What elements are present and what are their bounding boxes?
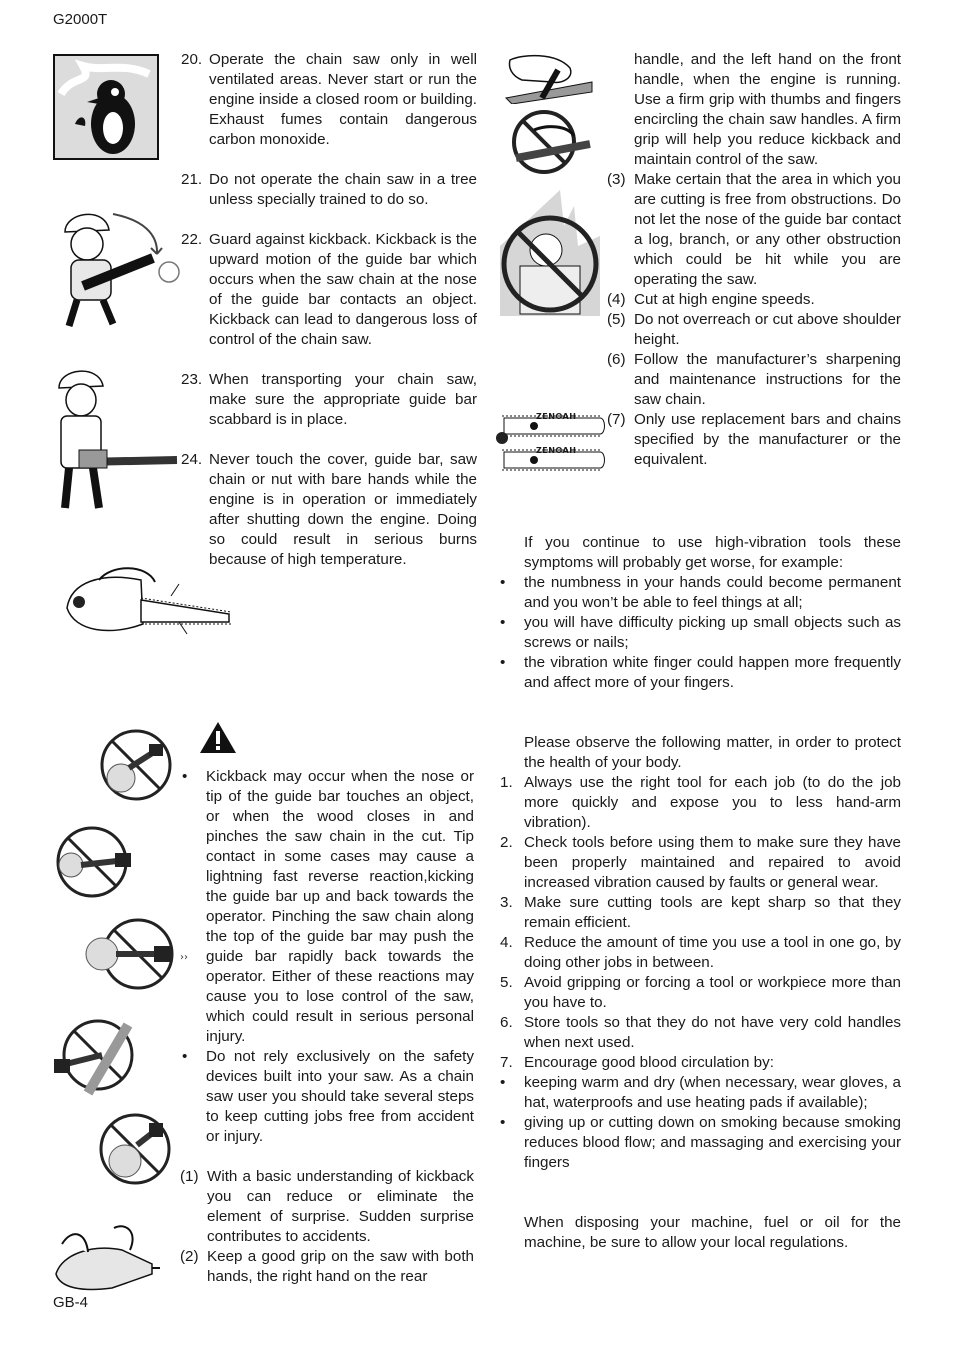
kickback-step-3: (3) Make certain that the area in which you are cutting is free from obstructions. Do not let the nose of the guide bar contact a log, branch, or any other obstruction which could be hit while you are operating the saw. [607, 171, 901, 288]
no-log-contact-icon [55, 825, 135, 899]
bar-brand-label-2: ZENOAH [536, 446, 577, 455]
left-top-column [181, 50, 477, 570]
kickback-bullet-1: • Kickback may occur when the nose or tip of the guide bar touches an object, or when the wood closes in and pinches the saw chain in the cut. Tip contact in some cases may cause a lightning fast reverse reaction,kicking the guide bar up and back towards the operator. Pinching the saw chain along the top of the guide bar may push the guide bar rapidly back towards the operator. Either of these reactions may cause you to lose control of the saw, which could result in serious personal injury. [182, 768, 474, 1045]
health-item-3: 3. Make sure cutting tools are kept sharp so that they remain efficient. [500, 894, 901, 931]
no-nose-cut-icon [82, 914, 192, 994]
hot-parts-chainsaw-illustration [61, 560, 235, 646]
model-code: G2000T [53, 11, 108, 28]
svg-text:››: ›› [180, 952, 188, 963]
kickback-bullet-2: • Do not rely exclusively on the safety devices built into your saw. As a chain saw user you should take several steps to keep cutting jobs free from accident or injury. [182, 1048, 474, 1145]
disposal-text: When disposing your machine, fuel or oil for the machine, be sure to allow your local regulations. [524, 1214, 901, 1251]
kickback-step-1: (1) With a basic understanding of kickback you can reduce or eliminate the element of surprise. Sudden surprise contributes to accidents. [180, 1168, 474, 1245]
health-intro: Please observe the following matter, in order to protect the health of your body. [524, 734, 901, 771]
rule-23: 23. When transporting your chain saw, make sure the appropriate guide bar scabbard is in place. [181, 371, 477, 428]
kickback-step-2: (2) Keep a good grip on the saw with both hands, the right hand on the rear [180, 1248, 474, 1285]
kickback-step-4: (4) Cut at high engine speeds. [607, 291, 815, 308]
vibration-intro: If you continue to use high-vibration tools these symptoms will probably get worse, for example: [524, 534, 901, 571]
health-bullet-smoking: • giving up or cutting down on smoking because smoking reduces blood flow; and massaging and exercising your fingers [500, 1114, 901, 1171]
page-number: GB-4 [53, 1294, 89, 1311]
rule-21: 21. Do not operate the chain saw in a tree unless specially trained to do so. [181, 171, 477, 208]
kickback-step-6: (6) Follow the manufacturer’s sharpening and maintenance instructions for the saw chain. [607, 351, 901, 408]
vibration-bullet-2: • you will have difficulty picking up small objects such as screws or nails; [500, 614, 901, 651]
right-bottom-column [498, 533, 901, 1253]
health-item-5: 5. Avoid gripping or forcing a tool or workpiece more than you have to. [500, 974, 901, 1011]
health-bullet-warm: • keeping warm and dry (when necessary, wear gloves, a hat, waterproofs and use heating pads if available); [500, 1074, 901, 1111]
kickback-step-5: (5) Do not overreach or cut above shoulder height. [607, 311, 901, 348]
warning-triangle-icon [199, 721, 237, 754]
health-item-7: 7. Encourage good blood circulation by: [500, 1054, 774, 1071]
kickback-step-7: (7) Only use replacement bars and chains specified by the manufacturer or the equivalent. [607, 411, 901, 468]
no-tip-contact-icon [99, 728, 173, 802]
kickback-section [180, 767, 474, 1287]
two-hand-grip-illustration [52, 1214, 160, 1294]
rule-20: 20. Operate the chain saw only in well ventilated areas. Never start or run the engine inside a closed room or building. Exhaust fumes contain dangerous carbon monoxide. [181, 51, 477, 148]
health-item-4: 4. Reduce the amount of time you use a tool in one go, by doing other jobs in between. [500, 934, 901, 971]
right-top-column [607, 50, 901, 470]
health-item-1: 1. Always use the right tool for each job (to do the job more quickly and expose you to less hand-arm vibration). [500, 774, 901, 831]
grip-continuation: handle, and the left hand on the front handle, when the engine is running. Use a firm grip with thumbs and fingers encircling the chain saw handles. A firm grip will help you reduce kickback and maintain control of the saw. [634, 51, 901, 168]
health-item-6: 6. Store tools so that they do not have very cold handles when next used. [500, 1014, 901, 1051]
kickback-operator-illustration [53, 200, 193, 340]
incorrect-grip-icon [504, 108, 596, 176]
transport-scabbard-illustration [53, 362, 183, 514]
bar-brand-label-1: ZENOAH [536, 412, 577, 421]
no-branch-contact-icon [52, 1015, 138, 1097]
no-pinch-icon [97, 1111, 175, 1187]
carbon-monoxide-illustration [53, 54, 159, 160]
correct-grip-illustration [502, 52, 596, 104]
rule-22: 22. Guard against kickback. Kickback is the upward motion of the guide bar which occurs when the saw chain at the nose of the guide bar contacts an object. Kickback can lead to dangerous loss of control of the chain saw. [181, 231, 477, 348]
vibration-bullet-1: • the numbness in your hands could become permanent and you won’t be able to feel things at all; [500, 574, 901, 611]
clear-area-illustration [500, 186, 600, 316]
rule-24: 24. Never touch the cover, guide bar, saw chain or nut with bare hands while the engine is in operation or immediately after shutting down the engine. Doing so could result in serious burns because of high temperature. [181, 451, 477, 568]
vibration-bullet-3: • the vibration white finger could happen more frequently and affect more of your fingers. [500, 654, 901, 691]
health-item-2: 2. Check tools before using them to make sure they have been properly maintained and repaired to avoid increased vibration caused by faults or general wear. [500, 834, 901, 891]
